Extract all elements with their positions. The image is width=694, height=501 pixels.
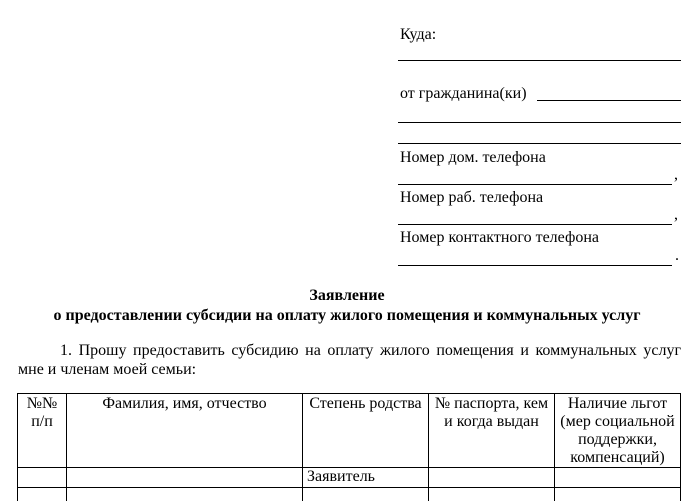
contact-phone-trailing-period: . [675, 247, 679, 264]
to-field-line[interactable] [398, 60, 681, 61]
header-full-name: Фамилия, имя, отчество [102, 395, 267, 412]
cell-passport[interactable] [429, 468, 554, 487]
from-label: от гражданина(ки) [400, 85, 527, 102]
work-phone-trailing-comma: , [674, 206, 678, 223]
contact-phone-label: Номер контактного телефона [400, 229, 599, 246]
header-benefits: Наличие льгот (мер социальной поддержки, компенсаций) [560, 395, 675, 466]
home-phone-trailing-comma: , [674, 166, 678, 183]
cell-full-name[interactable] [67, 468, 302, 487]
table-right-border [680, 393, 681, 501]
cell-passport[interactable] [429, 488, 554, 501]
contact-phone-field-line[interactable] [398, 265, 672, 266]
cell-relationship[interactable] [303, 488, 428, 501]
work-phone-label: Номер раб. телефона [400, 189, 544, 206]
cell-relationship: Заявитель [307, 468, 375, 485]
cell-benefits[interactable] [555, 468, 680, 487]
document-heading: Заявление [309, 287, 385, 304]
paragraph-line-1: 1. Прошу предоставить субсидию на оплату жилого помещения и коммунальных услуг [60, 342, 681, 359]
header-relationship: Степень родства [309, 395, 422, 412]
header-number: №№ п/п [26, 395, 58, 430]
from-field-line-3[interactable] [398, 143, 681, 144]
cell-full-name[interactable] [67, 488, 302, 501]
work-phone-field-line[interactable] [398, 224, 672, 225]
home-phone-field-line[interactable] [398, 184, 672, 185]
header-passport: № паспорта, кем и когда выдан [434, 395, 549, 430]
document-subheading: о предоставлении субсидии на оплату жилого помещения и коммунальных услуг [53, 307, 641, 324]
paragraph-line-2: мне и членам моей семьи: [18, 361, 197, 378]
home-phone-label: Номер дом. телефона [400, 149, 546, 166]
to-label: Куда: [400, 26, 437, 43]
cell-number[interactable] [18, 488, 66, 501]
from-field-line[interactable] [537, 100, 681, 101]
from-field-line-2[interactable] [398, 122, 681, 123]
cell-number[interactable] [18, 468, 66, 487]
cell-benefits[interactable] [555, 488, 680, 501]
